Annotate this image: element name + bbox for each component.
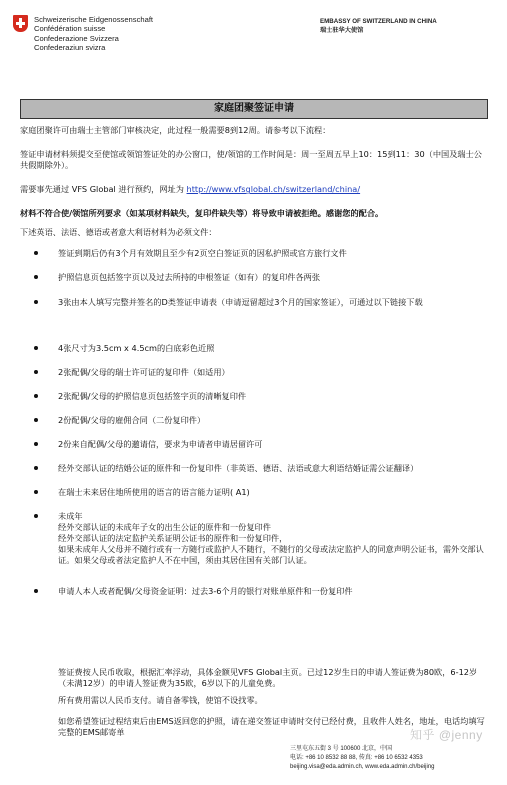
list-item: 未成年 经外交部认证的未成年子女的出生公证的原件和一份复印件 经外交部认证的法定监护关系证明公证书的原件和一份复印件， 如果未成年人父母并不随行或有一方随行或监护人不随行，不随行的父母或法定监护人的同意声明公证书，需外交部认证。如果父母或者法定监护人不在中国，须由其居住国有关部门认证。 [20, 511, 490, 566]
federation-name-de: Schweizerische Eidgenossenschaft [34, 15, 154, 24]
federation-name-it: Confederazione Svizzera [34, 33, 119, 43]
intro-office-hours: 签证申请材料须提交至使馆或领馆签证处的办公窗口，使/领馆的工作时间是：周一至周五早上10：15到11：30（中国及瑞士公共假期除外）。 [20, 149, 482, 171]
phone-fax-line: 电话: +86 10 8532 88 88, 传真: +86 10 6532 4353 [290, 755, 423, 761]
bullet-icon [34, 514, 38, 518]
list-item: 2份来自配偶/父母的邀请信，要求为申请者申请居留许可 [20, 439, 490, 450]
email-web-line: beijing.visa@eda.admin.ch, www.eda.admin.ch/beijing [290, 764, 435, 770]
bullet-icon [34, 275, 38, 279]
list-item: 2张配偶/父母的瑞士许可证的复印件（如适用） [20, 367, 490, 378]
appointment-text: 需要事先通过 VFS Global 进行预约，网址为 [20, 184, 187, 195]
bullet-icon [34, 370, 38, 374]
letterhead [0, 0, 507, 72]
embassy-name-en: EMBASSY OF SWITZERLAND IN CHINA [320, 18, 437, 25]
list-item: 4张尺寸为3.5cm x 4.5cm的白底彩色近照 [20, 343, 490, 354]
bullet-icon [34, 346, 38, 350]
list-item: 2张配偶/父母的护照信息页包括签字页的清晰复印件 [20, 391, 490, 402]
federation-names [34, 15, 153, 53]
list-item: 申请人本人或者配偶/父母资金证明：过去3-6个月的银行对账单原件和一份复印件 [20, 586, 490, 597]
bullet-icon [34, 466, 38, 470]
list-item: 签证到期后仍有3个月有效期且至少有2页空白签证页的因私护照或官方旅行文件 [20, 248, 490, 259]
list-item: 在瑞士未来居住地所使用的语言的语言能力证明( A1) [20, 487, 490, 498]
fee-amount: 签证费按人民币收取，根据汇率浮动，具体金额见VFS Global主页。已过12岁生日的申请人签证费为80欧，6-12岁（未满12岁）的申请人签证费为35欧，6岁以下的儿童免费。 [58, 667, 478, 689]
requirements-list [20, 248, 490, 597]
document-body [20, 125, 490, 610]
list-item: 3张由本人填写完整并签名的D类签证申请表（申请逗留超过3个月的国家签证），可通过以下链接下载 [20, 297, 490, 308]
bullet-icon [34, 589, 38, 593]
list-item: 经外交部认证的结婚公证的原件和一份复印件（非英语、德语、法语或意大利语结婚证需公证翻译） [20, 463, 490, 474]
intro-appointment [20, 184, 490, 195]
embassy-name [320, 17, 437, 35]
bullet-icon [34, 394, 38, 398]
bullet-icon [34, 418, 38, 422]
vfs-global-link[interactable]: http://www.vfsglobal.ch/switzerland/china/ [186, 184, 361, 195]
bullet-icon [34, 490, 38, 494]
bullet-icon [34, 300, 38, 304]
embassy-address [290, 745, 435, 772]
list-item: 2份配偶/父母的雇佣合同（二份复印件） [20, 415, 490, 426]
bullet-icon [34, 442, 38, 446]
watermark: 知乎 @jenny [410, 728, 483, 742]
ems-return-note: 如您希望签证过程结束后由EMS返回您的护照，请在递交签证申请时交付已经付费，且收件人姓名，地址，电话均填写完整的EMS邮寄单 [58, 716, 485, 738]
federation-name-rm: Confederaziun svizra [34, 43, 106, 53]
page-title: 家庭团聚签证申请 [20, 99, 488, 119]
address-line: 三里屯东五街 3 号 100600 北京，中国 [290, 746, 393, 752]
required-languages-note: 下述英语、法语、德语或者意大利语材料为必须文件： [20, 227, 217, 238]
rejection-warning: 材料不符合使/领馆所列要求（如某项材料缺失，复印件缺失等）将导致申请被拒绝。感谢您的配合。 [20, 208, 384, 219]
bullet-icon [34, 251, 38, 255]
federation-name-fr: Confédération suisse [34, 24, 106, 34]
swiss-coat-of-arms-icon [13, 15, 28, 32]
list-item: 护照信息页包括签字页以及过去所持的申根签证（如有）的复印件各两张 [20, 272, 490, 283]
intro-processing-time: 家庭团聚许可由瑞士主管部门审核决定，此过程一般需要8到12周。请参考以下流程： [20, 125, 331, 135]
embassy-name-zh: 瑞士驻华大使馆 [320, 27, 364, 34]
fee-payment-currency: 所有费用需以人民币支付。请自备零钱，使馆不设找零。 [58, 695, 263, 706]
